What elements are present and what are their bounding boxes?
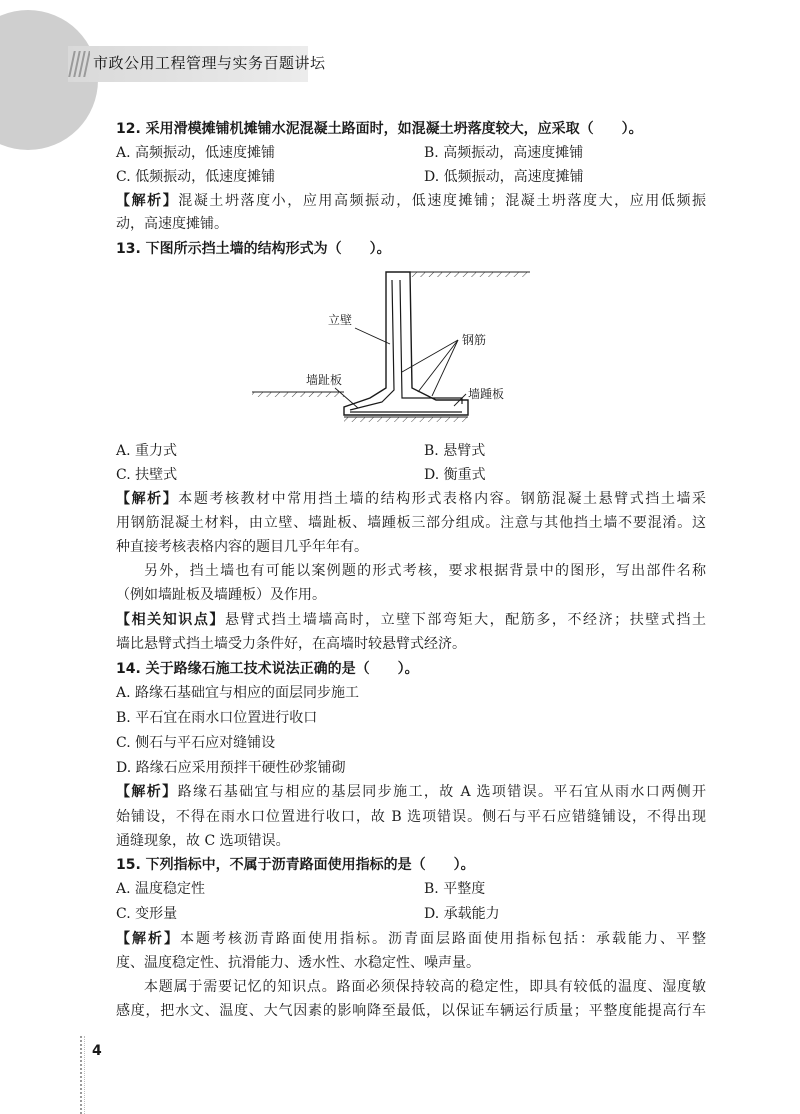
question-12-options-row-1 bbox=[116, 142, 706, 164]
label-wall: 立壁 bbox=[328, 313, 353, 327]
question-14-analysis-line-1: 【解析】路缘石基础宜与相应的基层同步施工，故 A 选项错误。平石宜从雨水口两侧开 bbox=[116, 784, 706, 800]
option-c: C. 变形量 bbox=[116, 906, 178, 922]
question-13-related-line-1: 【相关知识点】悬臂式挡土墙墙高时，立壁下部弯矩大，配筋多，不经济；扶壁式挡土 bbox=[116, 612, 707, 628]
question-14-analysis-line-2: 始铺设，不得在雨水口位置进行收口，故 B 选项错误。侧石与平石应错缝铺设，不得出现 bbox=[116, 809, 706, 825]
option-a: A. 重力式 bbox=[116, 443, 178, 459]
option-c: C. 侧石与平石应对缝铺设 bbox=[116, 735, 276, 751]
label-toe: 墙趾板 bbox=[306, 373, 343, 387]
analysis-label: 【解析】 bbox=[116, 491, 179, 507]
question-15-options-row-2 bbox=[116, 903, 706, 925]
option-d: D. 承载能力 bbox=[424, 906, 500, 922]
option-a: A. 温度稳定性 bbox=[116, 881, 206, 897]
wall-outline bbox=[344, 272, 468, 415]
question-14-analysis-line-3: 通缝现象，故 C 选项错误。 bbox=[116, 833, 290, 849]
question-13-options-row-1 bbox=[116, 440, 706, 462]
question-13-analysis-line-2: 用钢筋混凝土材料，由立壁、墙趾板、墙踵板三部分组成。注意与其他挡土墙不要混淆。这 bbox=[116, 515, 706, 531]
book-title: 市政公用工程管理与实务百题讲坛 bbox=[93, 54, 326, 72]
question-15-options-row-1 bbox=[116, 878, 706, 900]
option-c: C. 低频振动，低速度摊铺 bbox=[116, 169, 276, 185]
page-number: 4 bbox=[92, 1043, 102, 1059]
footer-decoration bbox=[80, 1036, 83, 1114]
question-14-stem: 14. 关于路缘石施工技术说法正确的是（ ）。 bbox=[116, 661, 419, 677]
option-b: B. 平整度 bbox=[424, 881, 486, 897]
question-13-extra-line-1: 另外，挡土墙也有可能以案例题的形式考核，要求根据背景中的图形，写出部件名称 bbox=[144, 563, 706, 579]
option-b: B. 悬臂式 bbox=[424, 443, 486, 459]
question-12-analysis-line-1: 【解析】混凝土坍落度小，应用高频振动，低速度摊铺；混凝土坍落度大，应用低频振 bbox=[116, 193, 707, 209]
foundation-hatch bbox=[344, 417, 468, 422]
leader-rebar-2 bbox=[418, 340, 458, 392]
analysis-label: 【解析】 bbox=[116, 931, 180, 947]
front-ground-hatch bbox=[252, 392, 344, 397]
question-15-analysis-line-1: 【解析】本题考核沥青路面使用指标。沥青面层路面使用指标包括：承载能力、平整 bbox=[116, 931, 706, 947]
question-12-stem: 12. 采用滑模摊铺机摊铺水泥混凝土路面时，如混凝土坍落度较大，应采取（ ）。 bbox=[116, 121, 643, 137]
leader-wall bbox=[355, 328, 390, 344]
question-13-analysis-line-1: 【解析】本题考核教材中常用挡土墙的结构形式表格内容。钢筋混凝土悬臂式挡土墙采 bbox=[116, 491, 707, 507]
analysis-label: 【解析】 bbox=[116, 784, 178, 800]
question-15-analysis-line-2: 度、温度稳定性、抗滑能力、透水性、水稳定性、噪声量。 bbox=[116, 955, 480, 971]
label-rebar: 钢筋 bbox=[462, 333, 487, 347]
question-13-analysis-line-3: 种直接考核表格内容的题目几乎年年有。 bbox=[116, 539, 368, 555]
question-13-stem: 13. 下图所示挡土墙的结构形式为（ ）。 bbox=[116, 241, 391, 257]
header-decoration-icon bbox=[68, 46, 90, 82]
question-13-related-line-2: 墙比悬臂式挡土墙受力条件好，在高墙时较悬臂式经济。 bbox=[116, 636, 466, 652]
option-a: A. 高频振动，低速度摊铺 bbox=[116, 145, 276, 161]
question-13-extra-line-2: （例如墙趾板及墙踵板）及作用。 bbox=[116, 587, 326, 603]
option-c: C. 扶壁式 bbox=[116, 467, 178, 483]
question-15-extra-line-2: 感度，把水文、温度、大气因素的影响降至最低，以保证车辆运行质量；平整度能提高行车 bbox=[116, 1003, 706, 1019]
option-d: D. 低频振动，高速度摊铺 bbox=[424, 169, 584, 185]
analysis-label: 【解析】 bbox=[116, 193, 179, 209]
question-15-stem: 15. 下列指标中，不属于沥青路面使用指标的是（ ）。 bbox=[116, 857, 475, 873]
question-12-analysis-line-2: 动，高速度摊铺。 bbox=[116, 216, 228, 232]
option-a: A. 路缘石基础宜与相应的面层同步施工 bbox=[116, 685, 360, 701]
related-knowledge-label: 【相关知识点】 bbox=[116, 612, 225, 628]
leader-toe bbox=[335, 388, 358, 408]
question-15-extra-line-1: 本题属于需要记忆的知识点。路面必须保持较高的稳定性，即具有较低的温度、湿度敏 bbox=[144, 979, 706, 995]
option-d: D. 衡重式 bbox=[424, 467, 486, 483]
footer-decoration-2 bbox=[84, 1036, 86, 1114]
option-b: B. 高频振动，高速度摊铺 bbox=[424, 145, 584, 161]
question-12-options-row-2 bbox=[116, 166, 706, 188]
cantilever-retaining-wall-figure bbox=[240, 262, 530, 422]
option-d: D. 路缘石应采用预拌干硬性砂浆铺砌 bbox=[116, 760, 346, 776]
option-b: B. 平石宜在雨水口位置进行收口 bbox=[116, 710, 318, 726]
question-13-options-row-2 bbox=[116, 464, 706, 486]
label-heel: 墙踵板 bbox=[468, 387, 505, 401]
